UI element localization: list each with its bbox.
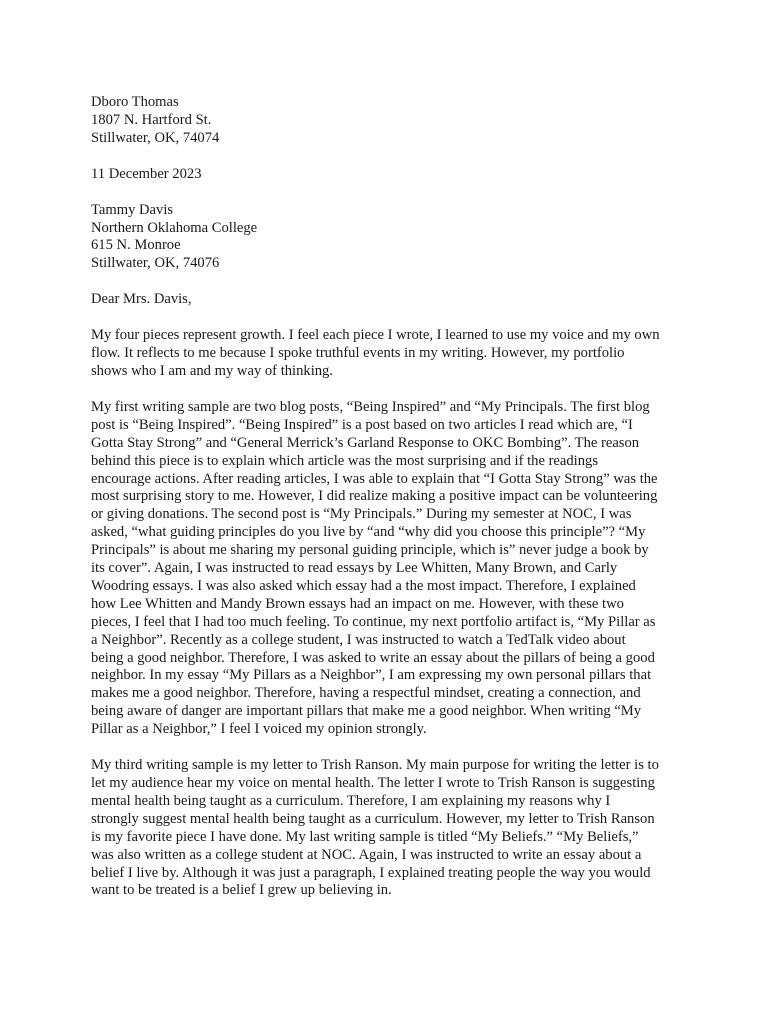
paragraph-line: shows who I am and my way of thinking. [91, 362, 333, 379]
paragraph-spacer [91, 739, 725, 757]
recipient-street: 615 N. Monroe [91, 237, 181, 254]
paragraph-line: My first writing sample are two blog posts, “Being Inspired” and “My Principals. The first blog [91, 398, 650, 415]
paragraph-line: Gotta Stay Strong” and “General Merrick’s Garland Response to OKC Bombing”. The reason [91, 434, 640, 451]
recipient-organization: Northern Oklahoma College [91, 219, 258, 236]
recipient-name: Tammy Davis [91, 201, 174, 218]
paragraph-line: neighbor. In my essay “My Pillars as a Neighbor”, I am expressing my own personal pillars that [91, 667, 652, 684]
paragraph-line: behind this piece is to explain which article was the most surprising and if the readings [91, 452, 599, 469]
paragraph-line: pieces, I feel that I had too much feeling. To continue, my next portfolio artifact is, “My Pillar as [91, 613, 656, 630]
paragraph-line: Pillar as a Neighbor,” I feel I voiced my opinion strongly. [91, 721, 427, 738]
letter-date: 11 December 2023 [91, 165, 202, 182]
letter-date-block [91, 166, 725, 184]
spacer [91, 184, 725, 202]
paragraph-line: being a good neighbor. Therefore, I was asked to write an essay about the pillars of being a good [91, 649, 655, 666]
paragraph-line: Woodring essays. I was also asked which essay had a the most impact. Therefore, I explained [91, 577, 636, 594]
salutation: Dear Mrs. Davis, [91, 291, 192, 308]
paragraph-line: My third writing sample is my letter to Trish Ranson. My main purpose for writing the letter is to [91, 757, 659, 774]
paragraph-line: asked, “what guiding principles do you live by “and “why did you choose this principle”? “My [91, 524, 646, 541]
paragraph-line: post is “Being Inspired”. “Being Inspired” is a post based on two articles I read which are, “I [91, 416, 633, 433]
paragraph-line: strongly suggest mental health being taught as a curriculum. However, my letter to Trish Ranson [91, 810, 655, 827]
paragraph-line: encourage actions. After reading articles, I was able to explain that “I Gotta Stay Strong” was the [91, 470, 658, 487]
paragraph-line: My four pieces represent growth. I feel each piece I wrote, I learned to use my voice and my own [91, 327, 660, 344]
paragraph-line: most surprising story to me. However, I did realize making a positive impact can be volunteering [91, 488, 658, 505]
paragraph-line: was also written as a college student at NOC. Again, I was instructed to write an essay about a [91, 846, 642, 863]
paragraph-line: Principals” is about me sharing my personal guiding principle, which is” never judge a book by [91, 542, 649, 559]
paragraph-line: how Lee Whitten and Mandy Brown essays had an impact on me. However, with these two [91, 595, 624, 612]
paragraph-line: mental health being taught as a curriculum. Therefore, I am explaining my reasons why I [91, 792, 611, 809]
salutation-block [91, 291, 725, 309]
paragraph-line: flow. It reflects to me because I spoke truthful events in my writing. However, my portfolio [91, 345, 625, 362]
paragraph-line: want to be treated is a belief I grew up believing in. [91, 882, 392, 899]
paragraph-line: its cover”. Again, I was instructed to read essays by Lee Whitten, Many Brown, and Carly [91, 560, 618, 577]
paragraph-line: belief I live by. Although it was just a paragraph, I explained treating people the way you would [91, 864, 651, 881]
body-paragraph [91, 327, 725, 381]
paragraph-line: being aware of danger are important pillars that make me a good neighbor. When writing “My [91, 703, 642, 720]
body-paragraph [91, 757, 725, 900]
paragraph-line: or giving donations. The second post is “My Principals.” During my semester at NOC, I was [91, 506, 632, 523]
spacer [91, 148, 725, 166]
recipient-address [91, 202, 725, 274]
sender-street: 1807 N. Hartford St. [91, 111, 212, 128]
letter-paragraphs [91, 327, 725, 900]
spacer [91, 309, 725, 327]
paragraph-line: is my favorite piece I have done. My last writing sample is titled “My Beliefs.” “My Beliefs,” [91, 828, 639, 845]
paragraph-line: makes me a good neighbor. Therefore, having a respectful mindset, creating a connection, and [91, 685, 641, 702]
sender-name: Dboro Thomas [91, 94, 179, 110]
paragraph-line: let my audience hear my voice on mental health. The letter I wrote to Trish Ranson is suggesting [91, 775, 655, 791]
sender-city: Stillwater, OK, 74074 [91, 129, 220, 146]
letter-body [91, 94, 725, 900]
paragraph-line: a Neighbor”. Recently as a college student, I was instructed to watch a TedTalk video about [91, 631, 626, 648]
recipient-city: Stillwater, OK, 74076 [91, 255, 220, 272]
spacer [91, 273, 725, 291]
paragraph-spacer [91, 381, 725, 399]
body-paragraph [91, 399, 725, 739]
sender-address [91, 94, 725, 148]
